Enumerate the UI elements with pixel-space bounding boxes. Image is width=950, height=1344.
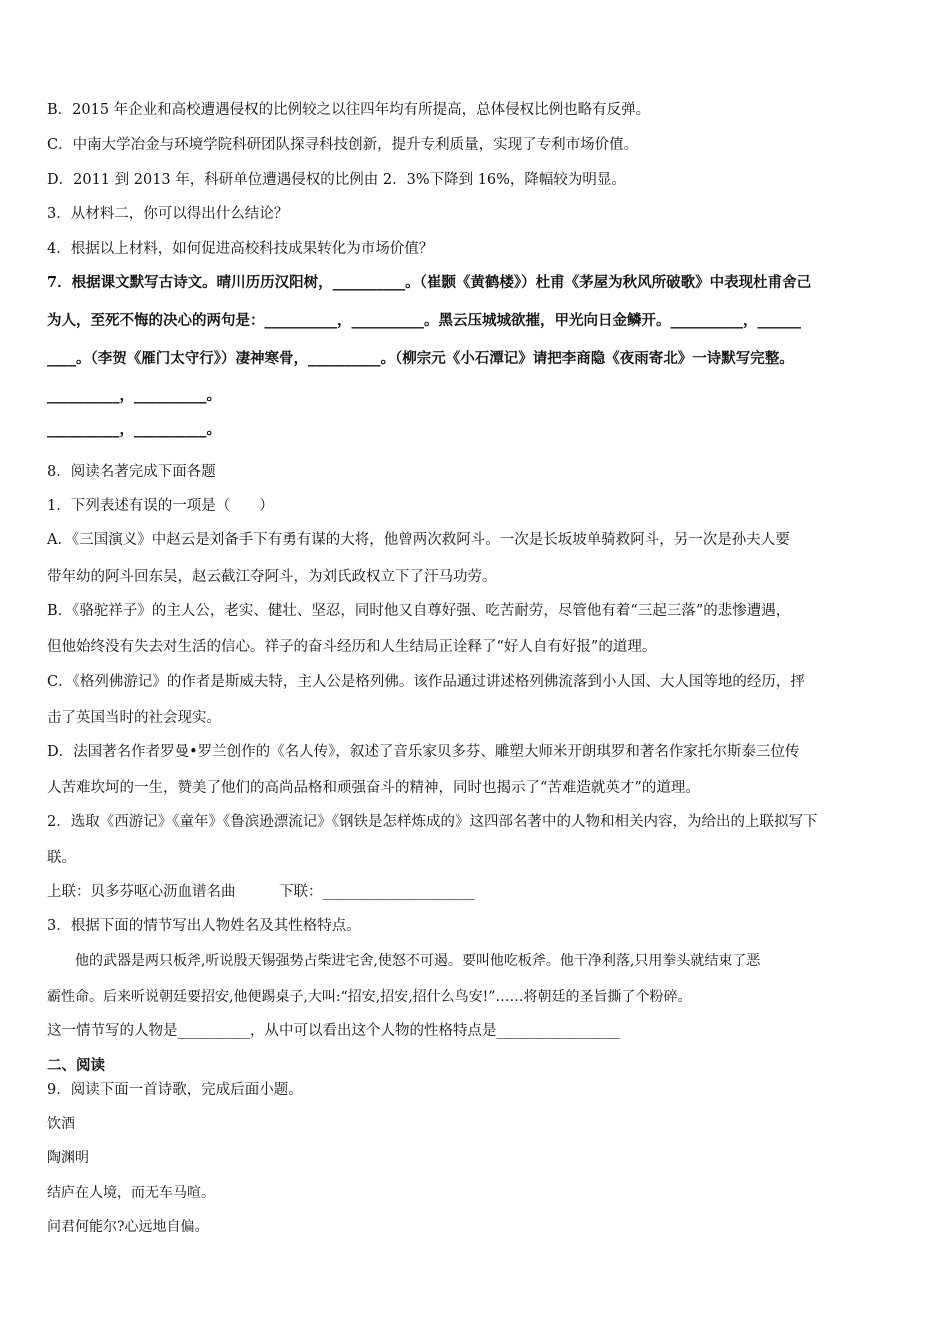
- q8-option-d-line-1: D．法国著名作者罗曼•罗兰创作的《名人传》，叙述了音乐家贝多芬、雕塑大师米开朗琪罗和著名作家托尔斯泰三位传: [47, 744, 800, 760]
- q8-option-a-line-1: A．《三国演义》中赵云是刘备手下有勇有谋的大将，他曾两次救阿斗。一次是长坂坡单骑救阿斗，另一次是孙夫人要: [47, 532, 790, 548]
- passage-line-2: 霸性命。后来听说朝廷要招安,他便踢桌子,大叫:“招安,招安,招什么鸟安!”……将朝廷的圣旨撕了个粉碎。: [47, 989, 692, 1005]
- question-9-stem: 9．阅读下面一首诗歌，完成后面小题。: [47, 1082, 303, 1098]
- option-c-text: C．中南大学冶金与环境学院科研团队探寻科技创新，提升专利质量，实现了专利市场价值。: [47, 137, 639, 153]
- q8-option-b-line-1: B．《骆驼祥子》的主人公，老实、健壮、坚忍，同时他又自尊好强、吃苦耐劳，尽管他有着“三起三落”的悲惨遭遇，: [47, 603, 791, 619]
- question-8-1-stem: 1．下列表述有误的一项是（ ）: [47, 498, 274, 514]
- option-d-text: D．2011 到 2013 年，科研单位遭遇侵权的比例由 2．3%下降到 16%，降幅较为明显。: [47, 172, 626, 188]
- question-3-text: 3．从材料二，你可以得出什么结论？: [47, 206, 289, 222]
- poem-line-2: 问君何能尔?心远地自偏。: [47, 1219, 209, 1235]
- couplet-line: 上联：贝多芬呕心沥血谱名曲 下联：_____________________: [47, 884, 475, 900]
- q8-option-d-line-2: 人苦难坎坷的一生，赞美了他们的高尚品格和顽强奋斗的精神，同时也揭示了“苦难造就英才”的道理。: [47, 780, 700, 796]
- passage-line-1: 他的武器是两只板斧,听说殷天锡强势占柴进宅舍,使怒不可遏。要叫他吃板斧。他干净利落,只用拳头就结束了恶: [47, 953, 761, 969]
- question-7-line-3: ____。（李贺《雁门太守行》）凄神寒骨，__________。（柳宗元《小石潭记》请把李商隐《夜雨寄北》一诗默写完整。: [47, 350, 794, 367]
- poem-author: 陶渊明: [47, 1150, 89, 1166]
- option-b-text: B．2015 年企业和高校遭遇侵权的比例较之以往四年均有所提高，总体侵权比例也略有反弹。: [47, 102, 651, 118]
- question-7-line-2: 为人，至死不悔的决心的两句是：__________，__________。黑云压城城欲摧，甲光向日金鳞开。__________，______: [47, 312, 801, 329]
- question-4-text: 4．根据以上材料，如何促进高校科技成果转化为市场价值？: [47, 241, 434, 257]
- q8-option-a-line-2: 带年幼的阿斗回东吴，赵云截江夺阿斗，为刘氏政权立下了汗马功劳。: [47, 569, 497, 585]
- q8-option-b-line-2: 但他始终没有失去对生活的信心。祥子的奋斗经历和人生结局正诠释了“好人自有好报”的道理。: [47, 639, 657, 655]
- poem-line-1: 结庐在人境，而无车马喧。: [47, 1185, 215, 1201]
- question-7-blank-line-2: __________，__________。: [47, 421, 221, 438]
- question-8-3-answer-line: 这一情节写的人物是__________，从中可以看出这个人物的性格特点是_________________: [47, 1023, 620, 1039]
- question-8-3-stem: 3．根据下面的情节写出人物姓名及其性格特点。: [47, 918, 361, 934]
- question-7-blank-line-1: __________，__________。: [47, 387, 221, 404]
- question-8-2-line-1: 2．选取《西游记》《童年》《鲁滨逊漂流记》《钢铁是怎样炼成的》这四部名著中的人物和相关内容，为给出的上联拟写下: [47, 814, 818, 830]
- section-heading-reading: 二、阅读: [47, 1057, 105, 1074]
- q8-option-c-line-2: 击了英国当时的社会现实。: [47, 710, 221, 726]
- question-8-title: 8．阅读名著完成下面各题: [47, 464, 216, 480]
- poem-title: 饮酒: [47, 1116, 75, 1132]
- q8-option-c-line-1: C．《格列佛游记》的作者是斯威夫特，主人公是格列佛。该作品通过讲述格列佛流落到小人国、大人国等地的经历，抨: [47, 674, 805, 690]
- question-8-2-line-2: 联。: [47, 850, 76, 866]
- question-7-line-1: 7．根据课文默写古诗文。晴川历历汉阳树，__________。（崔颢《黄鹤楼》）杜甫《茅屋为秋风所破歌》中表现杜甫舍己: [47, 274, 812, 291]
